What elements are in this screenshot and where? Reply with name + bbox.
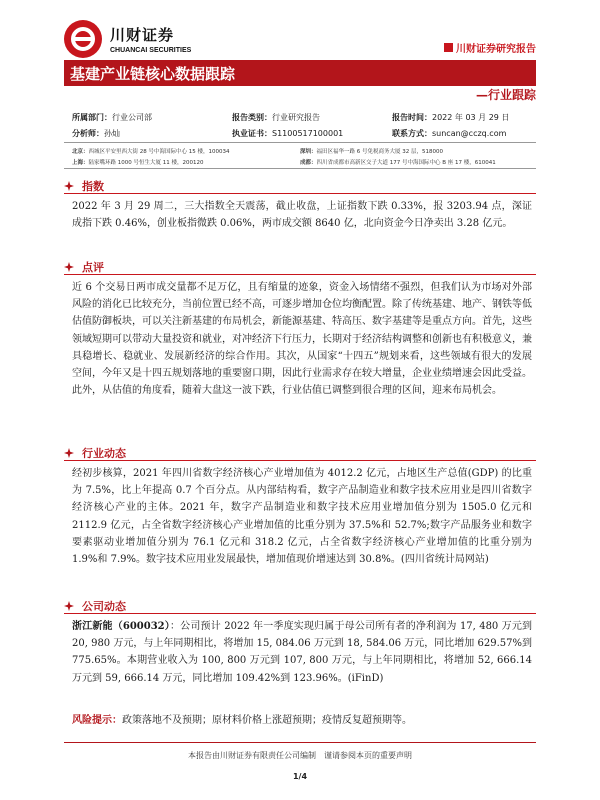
analyst-label: 分析师： (72, 129, 104, 138)
address-shenzhen: 深圳：福田区福华一路 6 号免税商务大厦 32 层，518000 (300, 149, 444, 155)
dept-value: 行业公司部 (112, 113, 152, 122)
section-comment-rule (64, 274, 536, 275)
section-index-heading: 指数 (64, 178, 104, 194)
section-index-body: 2022 年 3 月 29 周二，三大指数全天震荡，截止收盘，上证指数下跌 0.33%，报 3203.94 点，深证成指下跌 0.46%，创业板指微跌 0.06%，两市成交额 8640 亿，北向资金今日净卖出 3.28 亿元。 (72, 201, 532, 230)
footer-divider (64, 742, 536, 743)
page-title: 基建产业链核心数据跟踪 (70, 65, 236, 83)
company-logo (64, 20, 191, 58)
risk-text: 政策落地不及预期；原材料价格上涨超预期；疫情反复超预期等。 (122, 715, 412, 726)
dept-label: 所属部门： (72, 113, 112, 122)
type-value: 行业研究报告 (272, 113, 320, 122)
meta-row-1b (232, 112, 320, 123)
section-company-heading: 公司动态 (64, 598, 126, 614)
logo-cn-text: 川财证券 (110, 26, 175, 44)
meta-row-2c (392, 128, 506, 139)
analyst-value: 孙灿 (104, 129, 120, 138)
diamond-star-icon (64, 448, 74, 458)
type-label: 报告类别： (232, 113, 272, 122)
diamond-star-icon (64, 601, 74, 611)
footer-disclaimer: 本报告由川财证券有限责任公司编制 谨请参阅本页的重要声明 (188, 751, 412, 760)
contact-label: 联系方式： (392, 129, 432, 138)
page-number: 1/4 (292, 772, 308, 781)
logo-en-text: CHUANCAI SECURITIES (110, 47, 192, 54)
address-chengdu: 成都：四川省成都市高新区交子大道 177 号中海国际中心 B 座 17 楼，610041 (300, 160, 496, 166)
contact-value[interactable]: suncan@cczq.com (432, 129, 507, 138)
section-company-body (72, 618, 532, 687)
meta-divider-top (64, 142, 536, 143)
company-name: 浙江新能（600032） (72, 621, 170, 632)
section-comment-body: 近 6 个交易日两市成交量都不足万亿，且有缩量的迹象，资金入场情绪不强烈，但我们认为市场对外部风险的消化已比较充分，当前位置已经不高，可逐步增加仓位均衡配置。除了传统基建、地产、钢铁等低估值防御板块，可以关注新基建的布局机会，新能源基建、特高压、数字基建等是重点方向。首先，这些领域短期可以带动大量投资和就业，对冲经济下行压力，长期对于经济结构调整和创新也有积极意义，兼具稳增长、稳就业、发展新经济的综合作用。其次，从国家“十四五”规划来看，这些领域有很大的发展空间，今年又是十四五规划落地的重要窗口期，因此行业需求存在较大增量，企业业绩增速会因此受益。此外，从估值的角度看，随着大盘这一波下跌，行业估值已调整到很合理的区间，迎来布局机会。 (72, 282, 532, 397)
meta-divider-bottom (64, 168, 536, 169)
section-industry-body: 经初步核算，2021 年四川省数字经济核心产业增加值为 4012.2 亿元，占地区生产总值(GDP) 的比重为 7.5%，比上年提高 0.7 个百分点。从内部结构看，数字产品制造业和数字技术应用业是四川省数字经济核心产业的主体。2021 年，数字产品制造业和数字技术应用业增加值分别为 1505.0 亿元和 2112.9 亿元，占全省数字经济核心产业增加值的比重分别为 37.5%和 52.7%;数字产品服务业和数字要素驱动业增加值分别为 76.1 亿元和 318.2 亿元，占全省数字经济核心产业增加值的比重分别为 1.9%和 7.9%。数字技术应用业发展最快，增加值现价增速达到 30.8%。(四川省统计局网站) (72, 468, 532, 566)
meta-row-1 (72, 112, 152, 123)
address-shanghai: 上海：陆家嘴环路 1000 号恒生大厦 11 楼，200120 (72, 160, 204, 166)
meta-row-2 (72, 128, 120, 139)
address-beijing: 北京：西城区平安里西大街 28 号中海国际中心 15 楼，100034 (72, 149, 230, 155)
section-industry-heading: 行业动态 (64, 445, 126, 461)
license-label: 执业证书： (232, 129, 272, 138)
page-subtitle: —行业跟踪 (475, 88, 536, 102)
diamond-star-icon (64, 262, 74, 272)
brand-tag-label: 川财证券研究报告 (456, 44, 536, 55)
time-value: 2022 年 03 月 29 日 (432, 113, 510, 122)
company-text: ：公司预计 2022 年一季度实现归属于母公司所有者的净利润为 17, 480 万元到 20, 980 万元，与上年同期相比，将增加 15, 084.06 万元到 18, 584.06 万元，同比增加 629.57%到 775.65%。本期营业收入为 100, 800 万元到 107, 800 万元，与上年同期相比，将增加 52, 666.14 万元到 59, 666.14 万元，同比增加 109.42%到 123.96%。(iFinD) (72, 621, 532, 684)
section-comment-heading: 点评 (64, 259, 104, 275)
time-label: 报告时间： (392, 113, 432, 122)
title-bar (64, 60, 536, 86)
diamond-star-icon (64, 181, 74, 191)
section-industry-rule (64, 460, 536, 461)
square-icon (444, 43, 453, 52)
risk-label: 风险提示： (72, 715, 122, 726)
risk-warning (72, 712, 412, 729)
brand-tag (444, 40, 536, 55)
section-company-rule (64, 613, 536, 614)
section-index-rule (64, 193, 536, 194)
meta-row-2b (232, 128, 343, 139)
logo-mark-icon (64, 20, 102, 58)
meta-row-1c (392, 112, 509, 123)
license-value: S1100517100001 (272, 129, 344, 138)
